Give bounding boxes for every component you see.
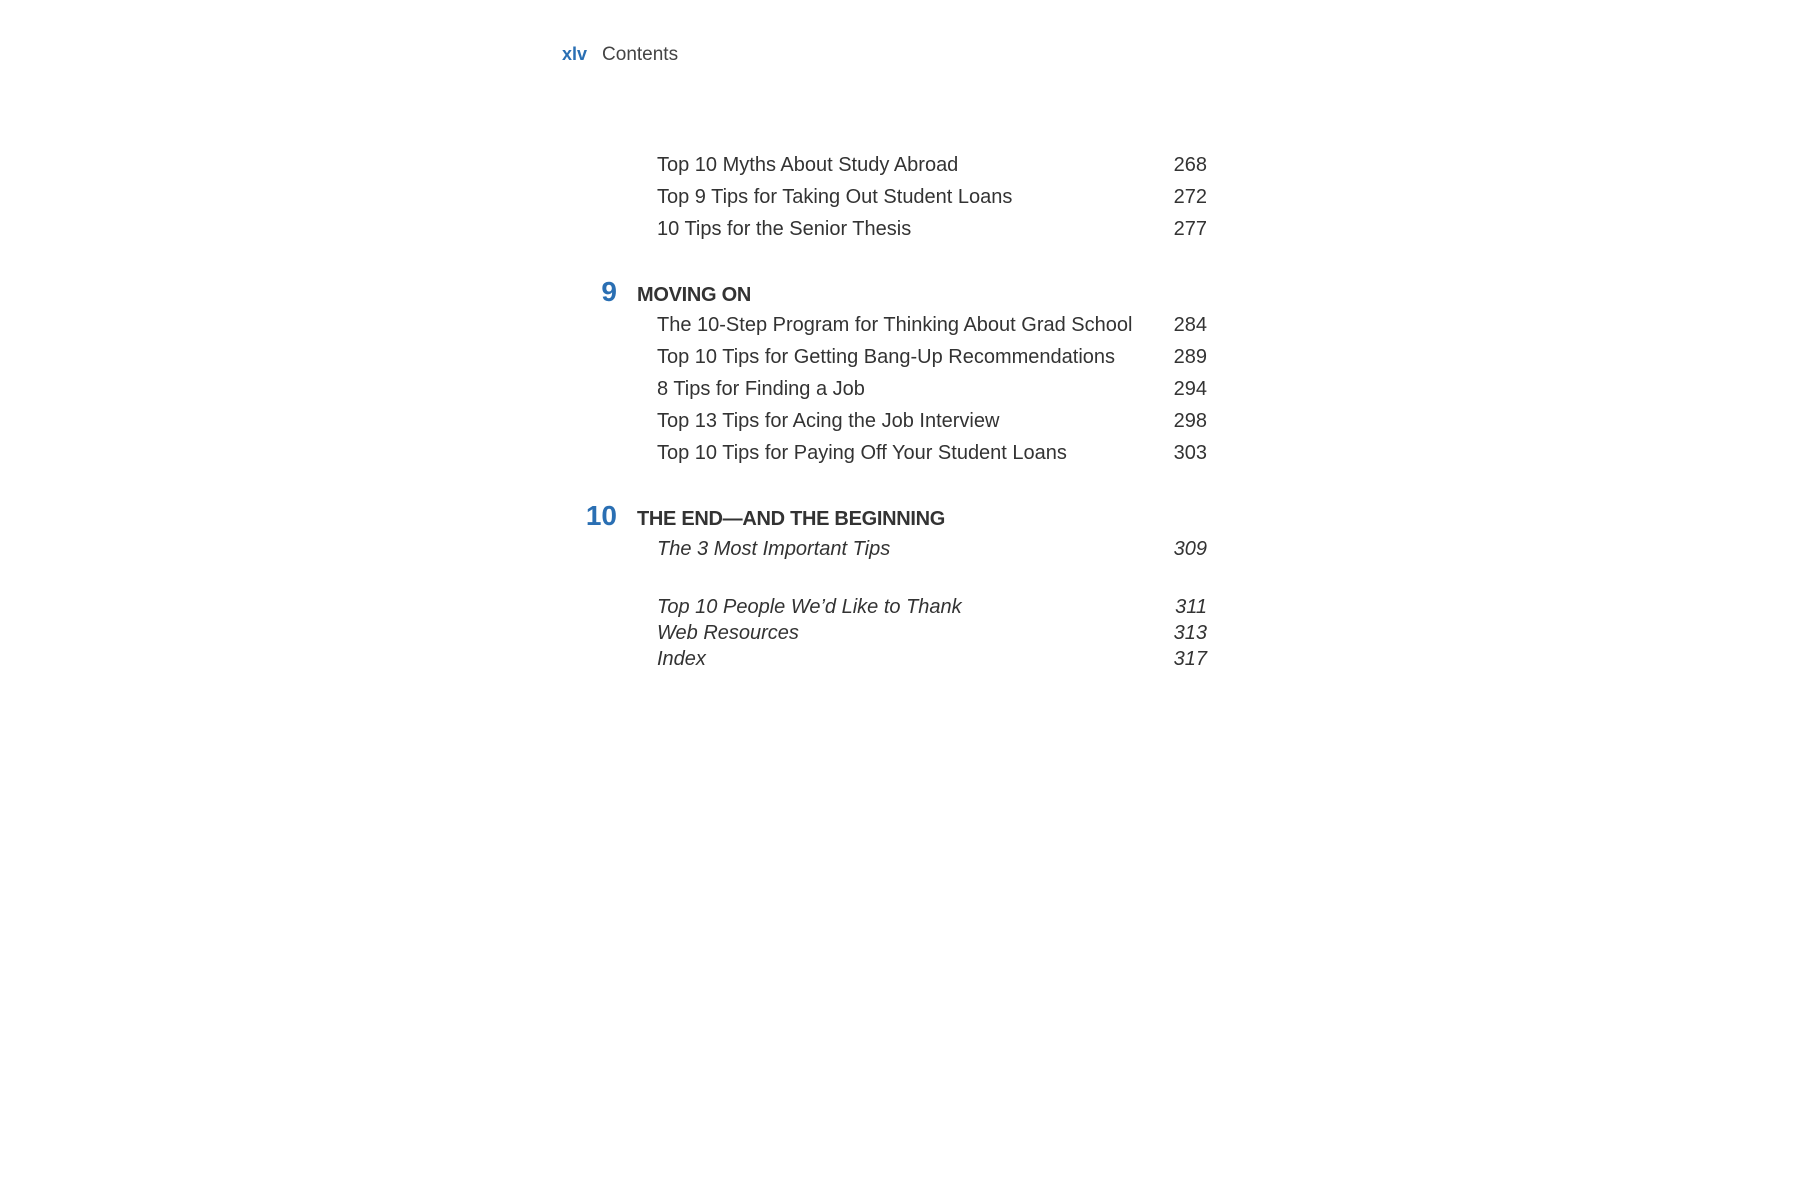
toc-entry-page: 284: [1173, 314, 1207, 336]
toc-entry[interactable]: [657, 373, 1207, 405]
toc-entry-title: Web Resources: [657, 622, 799, 644]
page-number: xlv: [562, 44, 588, 64]
toc-entry[interactable]: [657, 149, 1207, 181]
toc-entry[interactable]: [657, 646, 1207, 672]
toc-entry-title: Top 10 People We’d Like to Thank: [657, 596, 962, 618]
chapter-heading[interactable]: [580, 499, 1207, 533]
toc-entry-page: 272: [1173, 186, 1207, 208]
toc-entry-title: The 10-Step Program for Thinking About Grad School: [657, 314, 1133, 336]
toc-entry[interactable]: [657, 309, 1207, 341]
toc-entry[interactable]: [657, 213, 1207, 245]
toc-entry[interactable]: [657, 533, 1207, 565]
chapter-entries: [657, 309, 1207, 469]
toc-entry-page: 311: [1175, 596, 1207, 618]
toc-entry[interactable]: [657, 341, 1207, 373]
toc-entry-title: Index: [657, 648, 706, 670]
toc-entry-title: The 3 Most Important Tips: [657, 538, 891, 560]
chapter-number: 10: [585, 500, 617, 531]
toc-entry[interactable]: [657, 181, 1207, 213]
toc-entry-page: 317: [1173, 648, 1207, 670]
toc-entry-title: Top 13 Tips for Acing the Job Interview: [657, 410, 1000, 432]
toc-entry-page: 298: [1173, 410, 1207, 432]
toc-entry-title: Top 9 Tips for Taking Out Student Loans: [657, 186, 1013, 208]
toc-entry-page: 289: [1173, 346, 1207, 368]
toc-entry-page: 309: [1173, 538, 1207, 560]
toc-entry-title: 8 Tips for Finding a Job: [657, 378, 865, 400]
chapter-title: THE END—AND THE BEGINNING: [637, 508, 946, 530]
toc-entry-page: 313: [1173, 622, 1207, 644]
toc-entry-page: 294: [1173, 378, 1207, 400]
toc-entry[interactable]: [657, 405, 1207, 437]
toc-entry-page: 303: [1173, 442, 1207, 464]
running-head-label: Contents: [602, 44, 679, 65]
toc-entry[interactable]: [657, 437, 1207, 469]
chapter-title: MOVING ON: [637, 284, 751, 306]
toc-entry-title: Top 10 Tips for Getting Bang-Up Recommendations: [657, 346, 1116, 368]
toc-entry-title: Top 10 Myths About Study Abroad: [657, 154, 959, 176]
toc-entry[interactable]: [657, 620, 1207, 646]
running-head: [562, 44, 678, 66]
chapter-10: [580, 499, 1207, 565]
toc-continued-list: [657, 149, 1207, 245]
toc-entry-page: 277: [1173, 218, 1207, 240]
chapter-entries: [657, 533, 1207, 565]
toc-entry-title: 10 Tips for the Senior Thesis: [657, 218, 912, 240]
chapter-heading[interactable]: [580, 275, 1207, 309]
toc-entry-title: Top 10 Tips for Paying Off Your Student Loans: [657, 442, 1067, 464]
chapter-9: [580, 275, 1207, 469]
back-matter-list: [657, 594, 1207, 672]
chapter-number: 9: [601, 276, 617, 307]
toc-entry[interactable]: [657, 594, 1207, 620]
toc-entry-page: 268: [1173, 154, 1207, 176]
